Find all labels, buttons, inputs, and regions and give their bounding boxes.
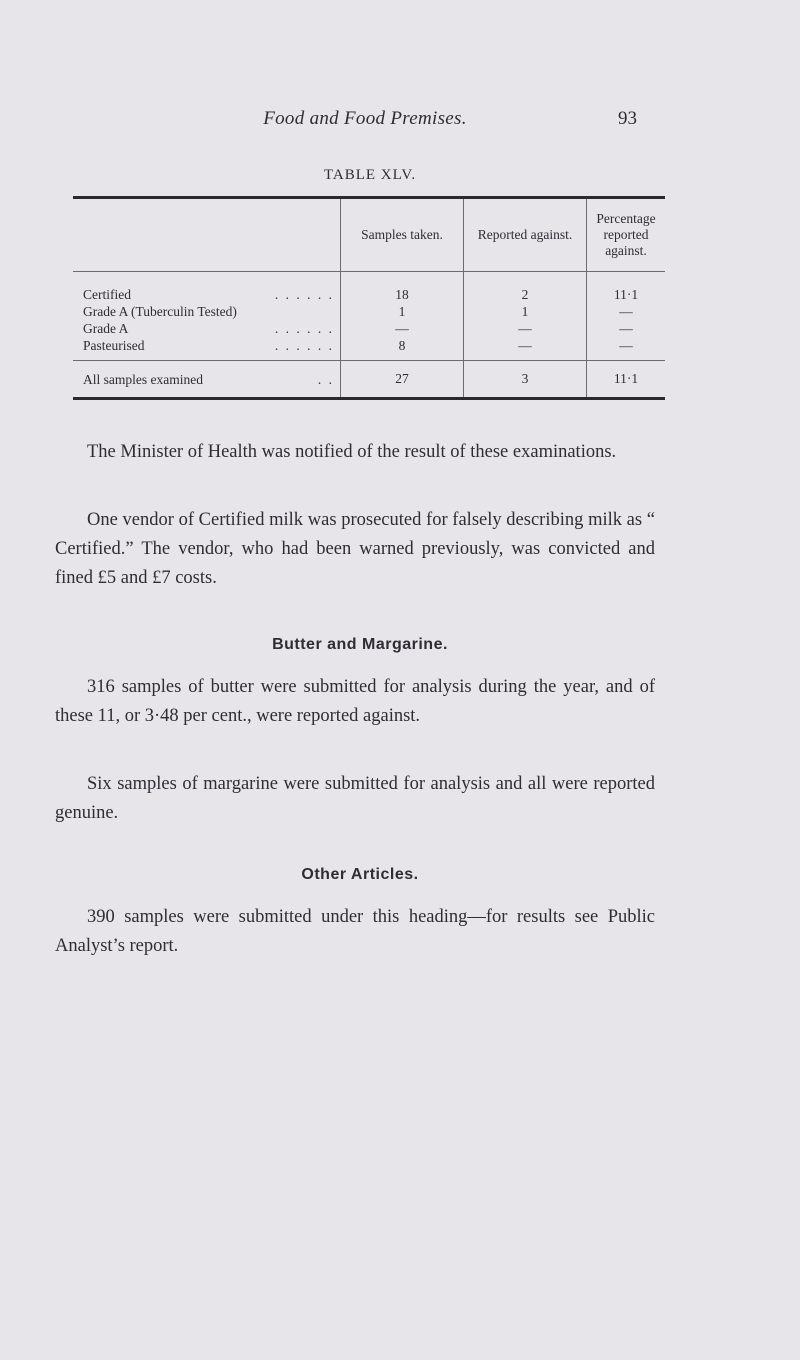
total-percentage: 11·1 [587,361,666,398]
row-labels [73,272,341,361]
percentage-column-values [587,272,666,361]
page-header [0,108,800,138]
table-header-row [73,199,665,272]
cell-samples: — [395,321,409,336]
cell-percentage: — [619,338,633,353]
total-dots: . . [317,371,334,387]
running-title: Food and Food Premises. [263,108,467,129]
table-total-row [73,361,665,398]
paragraph-margarine: Six samples of margarine were submitted for analysis and all were reported genuine. [55,774,655,823]
table-row-group [73,272,665,361]
cell-percentage: — [619,304,633,319]
cell-samples: 8 [398,338,406,353]
column-header-samples: Samples taken. [341,199,464,272]
heading-other-articles: Other Articles. [301,866,419,883]
paragraph-vendor: One vendor of Certified milk was prosecuted for falsely describing milk as “ Certified.” The vendor, who had been warned previously, was convicted and fined £5 and £7 costs. [55,510,655,588]
cell-reported: 2 [521,287,529,302]
total-label: All samples examined [83,371,203,387]
paragraph-butter: 316 samples of butter were submitted for analysis during the year, and of these 11, or 3·48 per cent., were reported against. [55,677,655,726]
cell-samples: 18 [395,287,409,302]
heading-butter-margarine: Butter and Margarine. [272,636,448,653]
table-title: TABLE XLV. [323,167,417,183]
cell-reported: — [518,321,532,336]
total-samples: 27 [341,361,464,398]
cell-reported: 1 [521,304,529,319]
total-label-cell [73,361,341,398]
paragraph-other: 390 samples were submitted under this heading—for results see Public Analyst’s report. [55,907,655,956]
milk-samples-table [73,196,665,400]
row-label-grade-a: Grade A . . . . . . [83,321,334,336]
row-label-grade-a-tt: Grade A (Tuberculin Tested) [83,304,237,319]
table-grid [73,199,665,397]
row-label-pasteurised: Pasteurised . . . . . . [83,338,334,353]
column-header-reported: Reported against. [464,199,587,272]
cell-samples: 1 [398,304,406,319]
reported-column-values [464,272,587,361]
column-header-percentage: Percentage reported against. [587,199,666,272]
total-reported: 3 [464,361,587,398]
cell-reported: — [518,338,532,353]
cell-percentage: 11·1 [613,287,639,302]
paragraph-minister: The Minister of Health was notified of the result of these examinations. [87,442,617,462]
page-number: 93 [618,108,637,129]
row-label-certified: Certified . . . . . . [83,287,334,302]
cell-percentage: — [619,321,633,336]
samples-column-values [341,272,464,361]
table-bottom-rule [73,397,665,400]
header-blank-cell [73,199,341,272]
